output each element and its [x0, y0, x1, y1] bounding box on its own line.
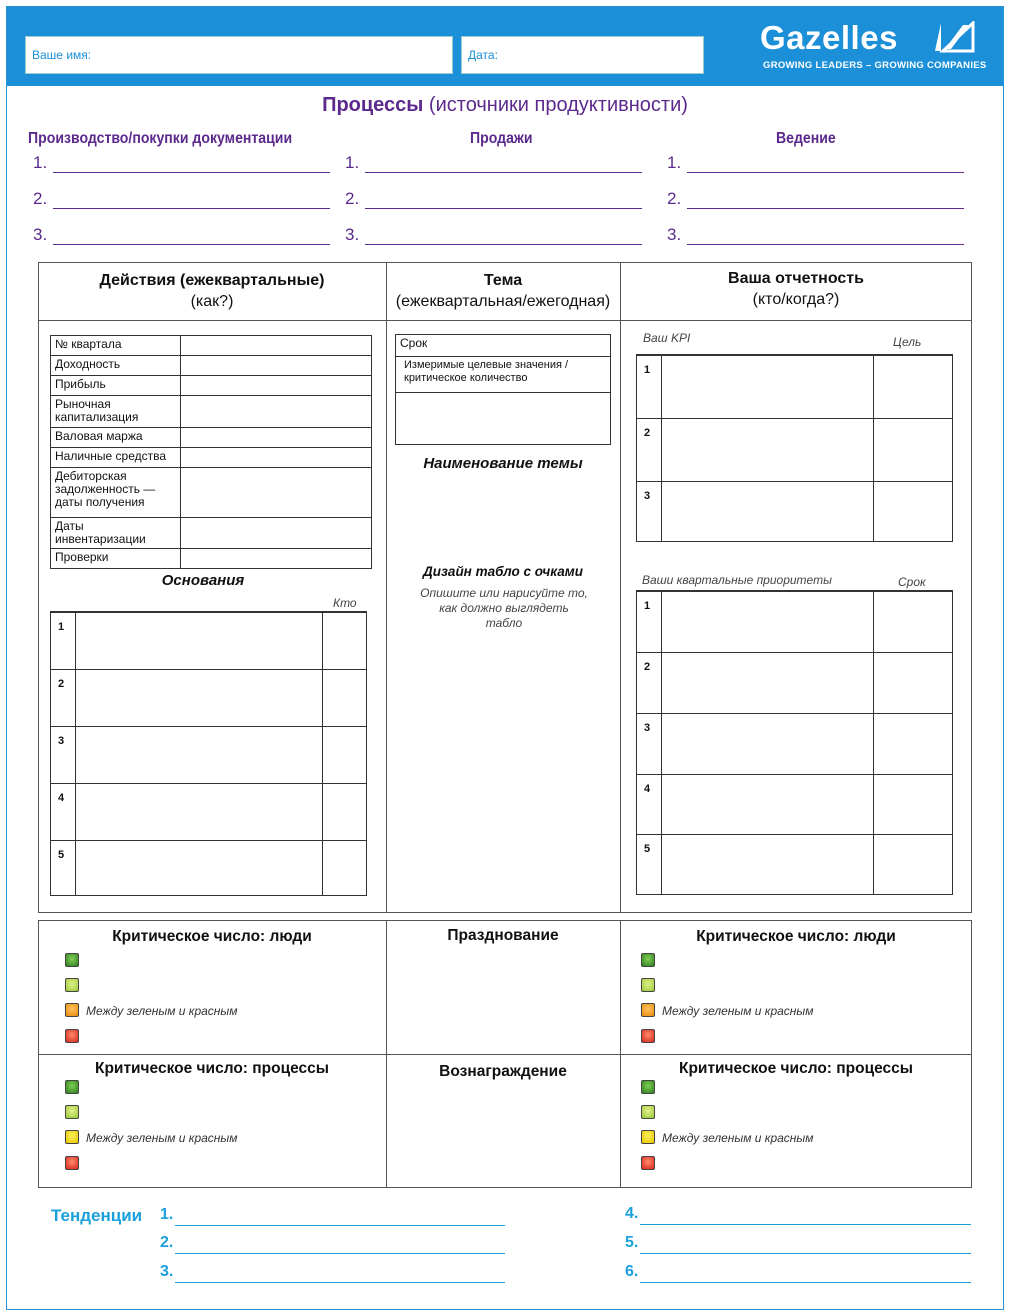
process-col-management: Ведение: [776, 130, 836, 147]
process-line[interactable]: 1.: [33, 153, 330, 175]
yellow-indicator[interactable]: [641, 1130, 655, 1144]
reasons-grid: [50, 611, 367, 896]
name-field[interactable]: [25, 36, 453, 74]
scoreboard-design-title: Дизайн табло с очками: [423, 564, 583, 579]
page-title: [0, 94, 1010, 117]
red-indicator[interactable]: [641, 1029, 655, 1043]
trend-line[interactable]: 3.: [160, 1263, 505, 1285]
reasons-title: Основания: [161, 572, 245, 589]
goal-label: Цель: [893, 335, 922, 349]
process-line[interactable]: 2.: [667, 189, 964, 211]
trends-title: Тенденции: [51, 1206, 143, 1225]
green-dark-indicator[interactable]: [641, 953, 655, 967]
gazelle-stripes-icon: [933, 21, 975, 53]
priority-row[interactable]: 3: [637, 713, 952, 774]
priority-row[interactable]: 4: [637, 774, 952, 834]
green-dark-indicator[interactable]: [65, 1080, 79, 1094]
reason-row[interactable]: 2: [51, 669, 366, 726]
theme-heading: Тема (ежеквартальная/ежегодная): [395, 272, 611, 310]
title-bold: Процессы: [322, 94, 424, 116]
date-label: Дата:: [468, 48, 498, 62]
priority-row[interactable]: 1: [637, 591, 952, 652]
green-light-indicator[interactable]: [641, 978, 655, 992]
green-dark-indicator[interactable]: [65, 953, 79, 967]
process-line[interactable]: 3.: [345, 225, 642, 247]
process-line[interactable]: 1.: [345, 153, 642, 175]
reason-row[interactable]: 4: [51, 783, 366, 840]
process-line[interactable]: 3.: [33, 225, 330, 247]
process-col-sales: Продажи: [470, 130, 533, 147]
priorities-label: Ваши квартальные приоритеты: [642, 573, 832, 587]
title-rest: (источники продуктивности): [423, 94, 688, 116]
trend-line[interactable]: 5.: [625, 1234, 971, 1256]
date-field[interactable]: [461, 36, 704, 74]
logo-word: Gazelles: [760, 19, 898, 56]
kpi-row[interactable]: 1: [637, 355, 952, 418]
crit-people-right-title: Критическое число: люди: [696, 928, 896, 945]
crit-process-left-title: Критическое число: процессы: [94, 1060, 329, 1077]
between-label: Между зеленым и красным: [662, 1004, 814, 1018]
deadline-label: Срок: [898, 575, 926, 589]
celebration-title: Празднование: [447, 927, 559, 944]
process-line[interactable]: 1.: [667, 153, 964, 175]
kpi-row[interactable]: 2: [637, 418, 952, 481]
orange-indicator[interactable]: [641, 1003, 655, 1017]
red-indicator[interactable]: [65, 1156, 79, 1170]
process-line[interactable]: 3.: [667, 225, 964, 247]
trend-line[interactable]: 4.: [625, 1205, 971, 1227]
green-dark-indicator[interactable]: [641, 1080, 655, 1094]
reason-row[interactable]: 5: [51, 840, 366, 896]
actions-heading: Действия (ежеквартальные) (как?): [99, 272, 325, 310]
process-col-production: Производство/покупки документации: [28, 130, 293, 147]
gazelles-logo: [758, 19, 987, 75]
reason-row[interactable]: 1: [51, 612, 366, 669]
reason-row[interactable]: 3: [51, 726, 366, 783]
red-indicator[interactable]: [641, 1156, 655, 1170]
green-light-indicator[interactable]: [641, 1105, 655, 1119]
crit-process-right-title: Критическое число: процессы: [678, 1060, 913, 1077]
green-light-indicator[interactable]: [65, 978, 79, 992]
priorities-grid: [636, 590, 953, 895]
who-label: Кто: [333, 596, 357, 610]
process-line[interactable]: 2.: [33, 189, 330, 211]
red-indicator[interactable]: [65, 1029, 79, 1043]
crit-people-left-title: Критическое число: люди: [112, 928, 312, 945]
between-label: Между зеленым и красным: [86, 1004, 238, 1018]
logo-tagline: GROWING LEADERS – GROWING COMPANIES: [763, 60, 987, 71]
priority-row[interactable]: 2: [637, 652, 952, 713]
trend-line[interactable]: 2.: [160, 1234, 505, 1256]
reward-title: Вознаграждение: [439, 1063, 567, 1080]
process-line[interactable]: 2.: [345, 189, 642, 211]
between-label: Между зеленым и красным: [86, 1131, 238, 1145]
orange-indicator[interactable]: [65, 1003, 79, 1017]
kpi-row[interactable]: 3: [637, 481, 952, 542]
header-bar: [7, 7, 1003, 86]
green-light-indicator[interactable]: [65, 1105, 79, 1119]
scoreboard-design-sub: Опишите или нарисуйте то, как должно выглядеть табло: [420, 586, 588, 630]
between-label: Между зеленым и красным: [662, 1131, 814, 1145]
theme-table: Срок Измеримые целевые значения / критическое количество: [395, 334, 611, 445]
trend-line[interactable]: 6.: [625, 1263, 971, 1285]
accountability-heading: Ваша отчетность (кто/когда?): [728, 270, 864, 308]
priority-row[interactable]: 5: [637, 834, 952, 895]
name-label: Ваше имя:: [32, 48, 92, 62]
kpi-grid: [636, 354, 953, 542]
trend-line[interactable]: 1.: [160, 1206, 505, 1228]
theme-name-title: Наименование темы: [423, 455, 583, 472]
kpi-label: Ваш KPI: [643, 331, 691, 345]
yellow-indicator[interactable]: [65, 1130, 79, 1144]
metrics-table: № квартала Доходность Прибыль Рыночная капитализация Валовая маржа Наличные средства Дебиторская задолженность — даты получения Даты инвентаризации Проверки: [50, 335, 372, 569]
